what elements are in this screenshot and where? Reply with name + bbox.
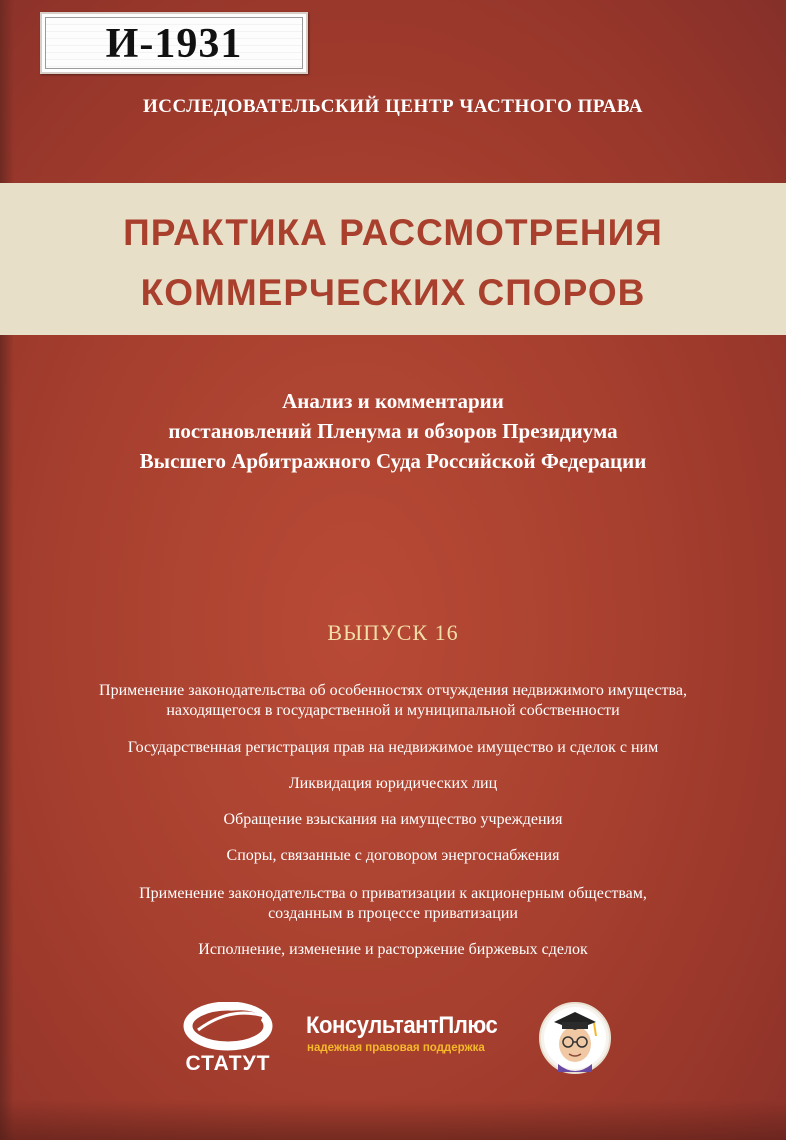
subtitle-line-3: Высшего Арбитражного Суда Российской Федерации	[139, 449, 647, 473]
topic-item	[0, 810, 786, 830]
topic-line: созданным в процессе приватизации	[268, 905, 518, 922]
bottom-shadow	[0, 1100, 786, 1140]
book-title-line-1: ПРАКТИКА РАССМОТРЕНИЯ	[123, 212, 663, 253]
topic-item	[0, 940, 786, 960]
consultant-mascot-icon	[538, 998, 612, 1076]
topic-item	[0, 846, 786, 866]
consultant-tagline: надежная правовая поддержка	[307, 1042, 485, 1054]
consultant-name: КонсультантПлюс	[306, 1012, 498, 1039]
book-title-line-2: КОММЕРЧЕСКИХ СПОРОВ	[140, 272, 646, 313]
call-number: И-1931	[105, 21, 243, 67]
publisher-name: ИССЛЕДОВАТЕЛЬСКИЙ ЦЕНТР ЧАСТНОГО ПРАВА	[142, 96, 644, 117]
topic-line: находящегося в государственной и муниципальной собственности	[166, 702, 620, 719]
subtitle-line-1: Анализ и комментарии	[282, 389, 504, 413]
topic-line: Ликвидация юридических лиц	[288, 775, 498, 792]
topic-line: Применение законодательства об особенностях отчуждения недвижимого имущества,	[99, 682, 687, 699]
consultant-logo	[306, 1012, 538, 1060]
topic-line: Исполнение, изменение и расторжение биржевых сделок	[198, 941, 588, 958]
subtitle-line-2: постановлений Пленума и обзоров Президиума	[168, 419, 618, 443]
topic-line: Государственная регистрация прав на недвижимое имущество и сделок с ним	[127, 739, 659, 756]
spine-shadow	[0, 0, 14, 1140]
topic-item	[0, 774, 786, 794]
statut-logo	[178, 1002, 278, 1082]
topic-item	[0, 681, 786, 721]
statut-logo-icon	[178, 1002, 278, 1052]
statut-label: СТАТУТ	[185, 1052, 271, 1075]
issue-number: ВЫПУСК 16	[327, 620, 459, 645]
library-call-number-sticker	[40, 12, 308, 74]
topic-line: Обращение взыскания на имущество учреждения	[223, 811, 563, 828]
topic-line: Применение законодательства о приватизации к акционерным обществам,	[139, 885, 647, 902]
topic-line: Споры, связанные с договором энергоснабжения	[226, 847, 560, 864]
topic-item	[0, 884, 786, 924]
topic-item	[0, 738, 786, 758]
